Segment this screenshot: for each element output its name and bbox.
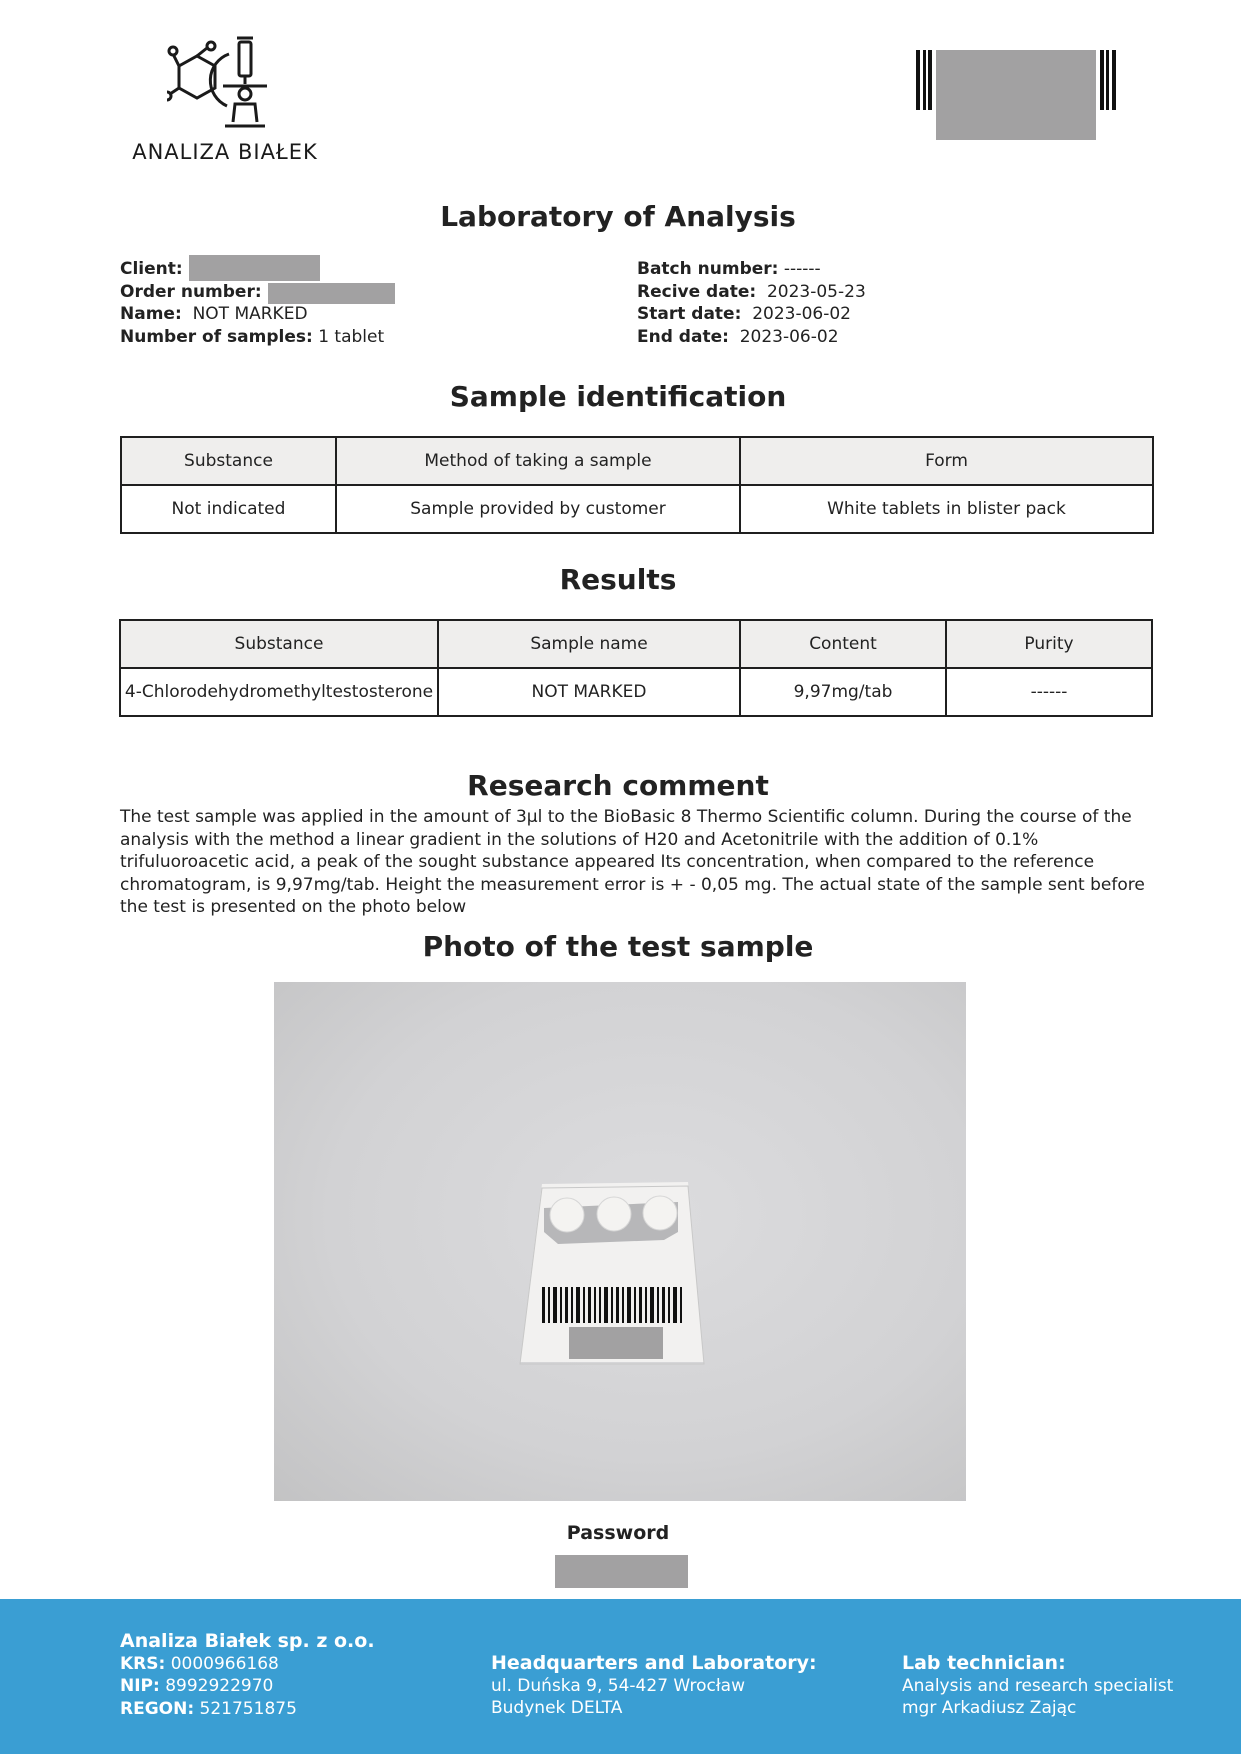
redacted-barcode-number	[936, 50, 1096, 140]
column-header: Sample name	[438, 620, 740, 668]
company-name: Analiza Białek sp. z o.o.	[120, 1630, 375, 1652]
client-label: Client:	[120, 259, 183, 279]
column-header: Content	[740, 620, 946, 668]
research-comment-text: The test sample was applied in the amount of 3µl to the BioBasic 8 Thermo Scientific column. During the course of the analysis with the method a linear gradient in the solutions of H20 and Acetonitrile with the addition of 0.1% trifuluoroacetic acid, a peak of the sought substance appeared Its concentration, when compared to the reference chromatogram, is 9,97mg/tab. Height the measurement error is + - 0,05 mg. The actual state of the sample sent before the test is presented on the photo below	[120, 807, 1145, 918]
regon-value: 521751875	[199, 1698, 297, 1719]
table-cell: 9,97mg/tab	[740, 668, 946, 716]
sample-photo	[274, 982, 966, 1501]
molecule-microscope-icon	[167, 34, 277, 134]
end-date-label: End date:	[637, 326, 729, 347]
redacted-password	[555, 1555, 688, 1588]
samples-row	[120, 326, 384, 349]
column-header: Form	[740, 437, 1153, 485]
nip-label: NIP:	[120, 1676, 160, 1697]
samples-value: 1 tablet	[318, 326, 385, 347]
table-row	[120, 668, 1152, 716]
nip-value: 8992922970	[165, 1676, 274, 1697]
start-date-row	[637, 303, 866, 326]
password-label: Password	[566, 1522, 670, 1544]
batch-label: Batch number:	[637, 259, 779, 279]
table-cell: Not indicated	[121, 485, 336, 533]
hq-address: ul. Duńska 9, 54-427 Wrocław	[491, 1675, 745, 1696]
name-row	[120, 303, 384, 326]
column-header: Substance	[121, 437, 336, 485]
krs-label: KRS:	[120, 1653, 166, 1674]
research-comment-heading: Research comment	[467, 769, 769, 802]
footer-headquarters	[491, 1652, 817, 1720]
table-cell: 4-Chlorodehydromethyltestosterone	[120, 668, 438, 716]
table-cell: NOT MARKED	[438, 668, 740, 716]
table-header-row	[121, 437, 1153, 485]
start-date-value: 2023-06-02	[752, 304, 851, 325]
end-date-value: 2023-06-02	[739, 326, 839, 347]
redacted-order-number	[268, 283, 395, 304]
footer-company	[120, 1630, 375, 1720]
hq-building: Budynek DELTA	[491, 1698, 623, 1719]
krs-value: 0000966168	[170, 1653, 279, 1674]
table-cell: ------	[946, 668, 1152, 716]
logo-text: ANALIZA BIAŁEK	[132, 140, 318, 164]
receive-date-row	[637, 281, 866, 304]
photo-heading: Photo of the test sample	[422, 930, 814, 963]
hq-heading: Headquarters and Laboratory:	[491, 1652, 817, 1674]
blister-pack-image	[274, 982, 966, 1501]
name-label: Name:	[120, 304, 182, 325]
nip-row	[120, 1675, 375, 1698]
column-header: Substance	[120, 620, 438, 668]
table-header-row	[120, 620, 1152, 668]
sample-identification-table	[120, 436, 1154, 534]
footer	[0, 1599, 1241, 1754]
results-heading: Results	[559, 563, 677, 596]
barcode	[914, 48, 1118, 140]
tech-title: Analysis and research specialist	[902, 1675, 1174, 1696]
sample-identification-heading: Sample identification	[449, 380, 787, 413]
receive-date-label: Recive date:	[637, 281, 757, 302]
footer-lab-technician	[902, 1652, 1173, 1720]
column-header: Method of taking a sample	[336, 437, 740, 485]
start-date-label: Start date:	[637, 304, 742, 325]
end-date-row	[637, 326, 866, 349]
tech-name: mgr Arkadiusz Zając	[902, 1698, 1077, 1719]
redacted-client	[189, 255, 320, 281]
table-cell: White tablets in blister pack	[740, 485, 1153, 533]
table-row	[121, 485, 1153, 533]
regon-row	[120, 1698, 375, 1721]
batch-value: ------	[783, 259, 821, 279]
batch-row	[637, 258, 866, 281]
name-value: NOT MARKED	[192, 304, 308, 325]
info-right	[637, 258, 866, 348]
samples-label: Number of samples:	[120, 326, 313, 347]
company-logo	[122, 34, 328, 170]
regon-label: REGON:	[120, 1698, 195, 1719]
receive-date-value: 2023-05-23	[766, 281, 866, 302]
page-title: Laboratory of Analysis	[440, 200, 796, 233]
tech-heading: Lab technician:	[902, 1652, 1066, 1674]
results-table	[119, 619, 1153, 717]
table-cell: Sample provided by customer	[336, 485, 740, 533]
krs-row	[120, 1653, 375, 1676]
order-number-label: Order number:	[120, 281, 262, 302]
column-header: Purity	[946, 620, 1152, 668]
